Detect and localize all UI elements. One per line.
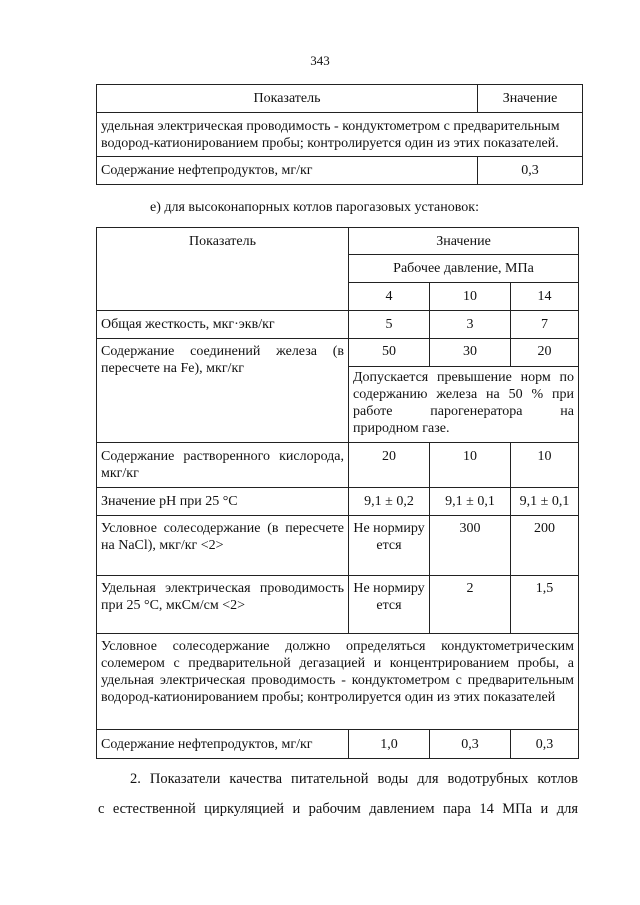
hardness-label: Общая жесткость, мкг·экв/кг xyxy=(97,311,349,339)
oil-v2: 0,3 xyxy=(430,730,511,759)
conductivity-label: Удельная электрическая проводимость при 25 °С, мкСм/см <2> xyxy=(97,576,349,634)
oxygen-v2: 10 xyxy=(430,443,511,488)
conductivity-v3: 1,5 xyxy=(511,576,579,634)
header-pressure: Рабочее давление, МПа xyxy=(349,255,579,283)
oil-label: Содержание нефтепродуктов, мг/кг xyxy=(97,157,478,185)
oil-label: Содержание нефтепродуктов, мг/кг xyxy=(97,730,349,759)
oil-value: 0,3 xyxy=(478,157,583,185)
table-caption: е) для высоконапорных котлов парогазовых установок: xyxy=(150,200,479,215)
page-number: 343 xyxy=(310,53,330,68)
ph-v3: 9,1 ± 0,1 xyxy=(511,488,579,516)
ph-label: Значение pH при 25 °С xyxy=(97,488,349,516)
paragraph-line-1: 2. Показатели качества питательной воды для водотрубных котлов xyxy=(130,771,578,787)
iron-v1: 50 xyxy=(349,339,430,367)
conductivity-v1: Не нормируется xyxy=(349,576,430,634)
header-indicator: Показатель xyxy=(97,85,478,113)
paragraph-line-2: с естественной циркуляцией и рабочим давлением пара 14 МПа и для xyxy=(98,801,578,817)
hardness-v3: 7 xyxy=(511,311,579,339)
hardness-v2: 3 xyxy=(430,311,511,339)
pressure-4: 4 xyxy=(349,283,430,311)
conductivity-v2: 2 xyxy=(430,576,511,634)
table-hp-boilers xyxy=(96,227,579,759)
salt-label: Условное солесодержание (в пересчете на NaCl), мкг/кг <2> xyxy=(97,516,349,576)
salt-v2: 300 xyxy=(430,516,511,576)
ph-v2: 9,1 ± 0,1 xyxy=(430,488,511,516)
ph-v1: 9,1 ± 0,2 xyxy=(349,488,430,516)
method-note: Условное солесодержание должно определяться кондуктометрическим солемером с предварительной дегазацией и концентрированием пробы, а удельная электрическая проводимость - кондуктометром с предварительным водород-катионированием пробы; контролируется один из этих показателей xyxy=(97,634,579,730)
iron-v3: 20 xyxy=(511,339,579,367)
hardness-v1: 5 xyxy=(349,311,430,339)
header-value: Значение xyxy=(478,85,583,113)
pressure-10: 10 xyxy=(430,283,511,311)
salt-v1: Не нормируется xyxy=(349,516,430,576)
oxygen-label: Содержание растворенного кислорода, мкг/кг xyxy=(97,443,349,488)
pressure-14: 14 xyxy=(511,283,579,311)
oxygen-v3: 10 xyxy=(511,443,579,488)
note-cell xyxy=(97,113,583,157)
note-line-2: водород-катионированием пробы; контролируется один из этих показателей. xyxy=(101,135,559,151)
iron-v2: 30 xyxy=(430,339,511,367)
iron-note: Допускается превышение норм по содержанию железа на 50 % при работе парогенератора на природном газе. xyxy=(349,367,579,443)
header-indicator: Показатель xyxy=(97,228,349,311)
oxygen-v1: 20 xyxy=(349,443,430,488)
table-continued xyxy=(96,84,583,185)
note-line-1: удельная электрическая проводимость - кондуктометром с предварительным xyxy=(101,118,560,134)
salt-v3: 200 xyxy=(511,516,579,576)
header-value: Значение xyxy=(349,228,579,255)
oil-v1: 1,0 xyxy=(349,730,430,759)
iron-label: Содержание соединений железа (в пересчете на Fe), мкг/кг xyxy=(97,339,349,443)
oil-v3: 0,3 xyxy=(511,730,579,759)
